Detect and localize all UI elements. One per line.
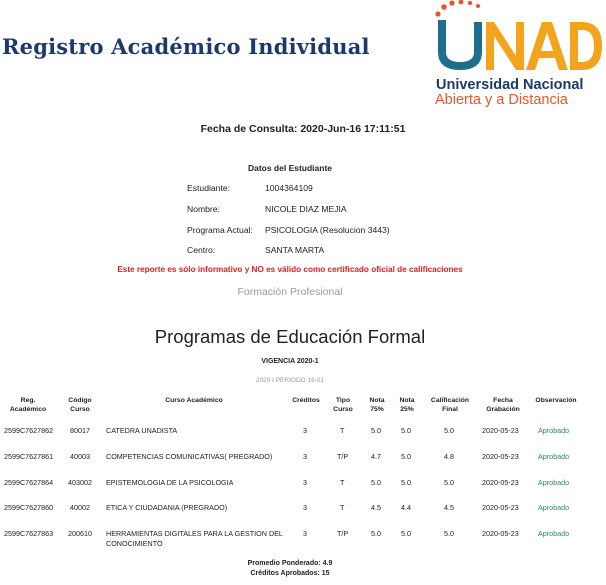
cell-calificacion: 5.0 xyxy=(444,478,454,487)
cell-nota25: 5.0 xyxy=(401,529,411,538)
creditos-aprobados: Créditos Aprobados: 15 xyxy=(250,570,330,577)
student-name-value: NICOLE DIAZ MEJIA xyxy=(265,204,347,214)
cell-observacion: Aprobado xyxy=(538,478,570,487)
student-program-value: PSICOLOGIA (Resolucion 3443) xyxy=(265,225,390,235)
student-name-label: Nombre: xyxy=(187,204,220,214)
cell-calificacion: 5.0 xyxy=(444,529,454,538)
cell-creditos: 3 xyxy=(303,426,307,435)
cell-calificacion: 4.8 xyxy=(444,452,454,461)
cell-reg: 2599C7627860 xyxy=(4,503,54,512)
col-header-tipo: Tipo Curso xyxy=(333,397,353,413)
cell-nota25: 5.0 xyxy=(401,478,411,487)
cell-observacion: Aprobado xyxy=(538,426,570,435)
col-header-reg: Reg. Académico xyxy=(9,397,47,413)
cell-nota75: 4.7 xyxy=(371,452,381,461)
student-heading: Datos del Estudiante xyxy=(247,163,333,173)
cell-creditos: 3 xyxy=(303,529,307,538)
programas-heading: Programas de Educación Formal xyxy=(154,326,426,347)
cell-fecha: 2020-05-23 xyxy=(482,452,519,461)
cell-codigo: 80017 xyxy=(70,426,90,435)
student-center-label: Centro: xyxy=(187,245,216,255)
consulta-date: Fecha de Consulta: 2020-Jun-16 17:11:51 xyxy=(200,123,406,135)
cell-tipo: T/P xyxy=(337,452,349,461)
cell-fecha: 2020-05-23 xyxy=(482,503,519,512)
cell-codigo: 403002 xyxy=(68,478,92,487)
col-header-curso: Curso Académico xyxy=(165,397,223,404)
student-program-label: Programa Actual: xyxy=(187,225,253,235)
logo-line2: Abierta y a Distancia xyxy=(435,92,568,108)
cell-reg: 2599C7627863 xyxy=(4,529,54,538)
cell-observacion: Aprobado xyxy=(538,503,570,512)
cell-curso: COMPETENCIAS COMUNICATIVAS( PREGRADO) xyxy=(106,452,273,461)
cell-nota25: 5.0 xyxy=(401,452,411,461)
student-center-value: SANTA MARTA xyxy=(265,245,325,255)
col-header-observacion: Observación xyxy=(535,397,577,404)
cell-reg: 2599C7627862 xyxy=(4,426,54,435)
formacion-label: Formación Profesional xyxy=(237,286,343,298)
cell-nota75: 4.5 xyxy=(371,503,381,512)
page-title: Registro Académico Individual xyxy=(2,34,370,59)
cell-calificacion: 5.0 xyxy=(444,426,454,435)
cell-nota75: 5.0 xyxy=(371,478,381,487)
cell-nota25: 4.4 xyxy=(401,503,411,512)
student-id-value: 1004364109 xyxy=(265,183,313,193)
cell-creditos: 3 xyxy=(303,503,307,512)
cell-codigo: 200610 xyxy=(68,529,92,538)
warning-text: Este reporte es sólo informativo y NO es válido como certificado oficial de calificaciones xyxy=(117,265,463,274)
cell-codigo: 40002 xyxy=(70,503,90,512)
cell-creditos: 3 xyxy=(303,452,307,461)
cell-observacion: Aprobado xyxy=(538,452,570,461)
cell-calificacion: 4.5 xyxy=(444,503,454,512)
unad-logo xyxy=(430,0,606,112)
cell-nota75: 5.0 xyxy=(371,529,381,538)
cell-fecha: 2020-05-23 xyxy=(482,529,519,538)
col-header-calificacion: Calificación Final xyxy=(430,397,470,413)
cell-codigo: 40003 xyxy=(70,452,90,461)
col-header-nota25: Nota 25% xyxy=(399,397,415,413)
cell-fecha: 2020-05-23 xyxy=(482,478,519,487)
promedio-ponderado: Promedio Ponderado: 4.9 xyxy=(247,560,333,567)
cell-curso: EPISTEMOLOGIA DE LA PSICOLOGIA xyxy=(106,478,234,487)
logo-line1: Universidad Nacional xyxy=(436,77,584,93)
cell-fecha: 2020-05-23 xyxy=(482,426,519,435)
col-header-fecha: Fecha Grabación xyxy=(486,397,520,413)
cell-creditos: 3 xyxy=(303,478,307,487)
cell-curso: ETICA Y CIUDADANIA (PREGRADO) xyxy=(106,503,228,512)
cell-curso: CATEDRA UNADISTA xyxy=(106,426,178,435)
cell-nota25: 5.0 xyxy=(401,426,411,435)
cell-reg: 2599C7627864 xyxy=(4,478,54,487)
periodo-label: 2020 I PERIODO 16-01 xyxy=(255,377,325,384)
cell-curso: HERRAMIENTAS DIGITALES PARA LA GESTION DEL CONOCIMIENTO xyxy=(106,529,283,548)
cell-reg: 2599C7627861 xyxy=(4,452,54,461)
col-header-nota75: Nota 75% xyxy=(369,397,385,413)
col-header-creditos: Créditos xyxy=(292,397,320,404)
unad-logo-mark xyxy=(430,0,606,78)
cell-tipo: T xyxy=(340,426,345,435)
cell-observacion: Aprobado xyxy=(538,529,570,538)
cell-tipo: T/P xyxy=(337,529,349,538)
cell-tipo: T xyxy=(340,503,345,512)
cell-nota75: 5.0 xyxy=(371,426,381,435)
vigencia-label: VIGENCIA 2020-1 xyxy=(261,358,319,365)
col-header-codigo: Código Curso xyxy=(68,397,92,413)
student-id-label: Estudiante: xyxy=(187,183,230,193)
cell-tipo: T xyxy=(340,478,345,487)
